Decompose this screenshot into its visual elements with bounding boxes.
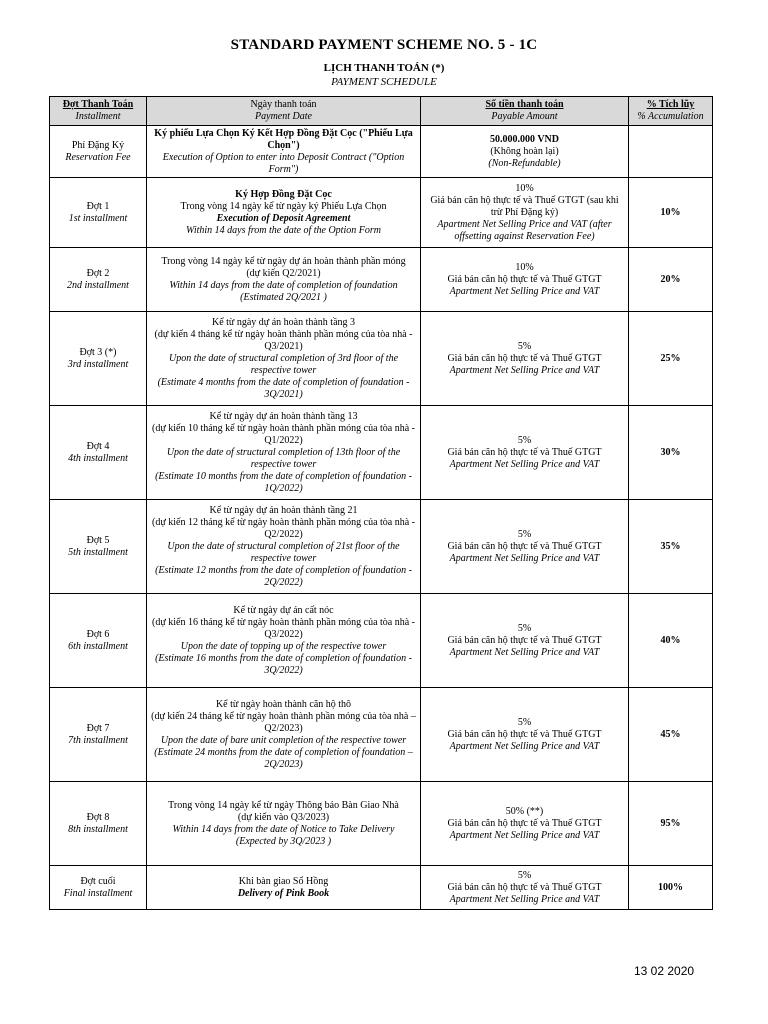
accumulation-cell: 100% — [629, 866, 713, 910]
installment-cell: Phí Đặng Ký Reservation Fee — [50, 126, 147, 178]
table-row — [50, 866, 713, 910]
table-row — [50, 782, 713, 866]
table-row — [50, 126, 713, 178]
payment-date-cell: Kể từ ngày dự án hoàn thành tầng 21 (dự kiến 12 tháng kể từ ngày hoàn thành phần móng của tòa nhà - Q2/2022) Upon the date of structural completion of 21st floor of the respective tower (Estimate 12 months from the date of completion of foundation - 2Q/2022) — [147, 500, 421, 594]
installment-cell: Đợt 6 6th installment — [50, 594, 147, 688]
amount-cell: 5% Giá bán căn hộ thực tế và Thuế GTGT Apartment Net Selling Price and VAT — [421, 406, 629, 500]
amount-cell: 10% Giá bán căn hộ thực tế và Thuế GTGT Apartment Net Selling Price and VAT — [421, 248, 629, 312]
amount-cell: 10% Giá bán căn hộ thực tế và Thuế GTGT (sau khi trừ Phí Đặng ký) Apartment Net Selling Price and VAT (after offsetting against Reservation Fee) — [421, 178, 629, 248]
amount-cell: 50% (**) Giá bán căn hộ thực tế và Thuế GTGT Apartment Net Selling Price and VAT — [421, 782, 629, 866]
accumulation-cell: 95% — [629, 782, 713, 866]
installment-cell: Đợt 3 (*) 3rd installment — [50, 312, 147, 406]
table-row — [50, 178, 713, 248]
amount-cell: 5% Giá bán căn hộ thực tế và Thuế GTGT Apartment Net Selling Price and VAT — [421, 688, 629, 782]
payment-date-cell: Ký Hợp Đồng Đặt Cọc Trong vòng 14 ngày kể từ ngày ký Phiếu Lựa Chọn Execution of Deposit Agreement Within 14 days from the date of the Option Form — [147, 178, 421, 248]
accumulation-cell: 25% — [629, 312, 713, 406]
payment-date-cell: Kể từ ngày dự án hoàn thành tầng 3 (dự kiến 4 tháng kể từ ngày hoàn thành phần móng của tòa nhà - Q3/2021) Upon the date of structural completion of 3rd floor of the respective tower (Estimate 4 months from the date of completion of foundation - 3Q/2021) — [147, 312, 421, 406]
installment-cell: Đợt 4 4th installment — [50, 406, 147, 500]
payment-date-cell: Trong vòng 14 ngày kể từ ngày Thông báo Bàn Giao Nhà (dự kiến vào Q3/2023) Within 14 days from the date of Notice to Take Delivery (Expected by 3Q/2023 ) — [147, 782, 421, 866]
table-row — [50, 312, 713, 406]
amount-cell: 5% Giá bán căn hộ thực tế và Thuế GTGT Apartment Net Selling Price and VAT — [421, 312, 629, 406]
table-row — [50, 406, 713, 500]
table-row — [50, 688, 713, 782]
amount-cell: 5% Giá bán căn hộ thực tế và Thuế GTGT Apartment Net Selling Price and VAT — [421, 594, 629, 688]
accumulation-cell — [629, 126, 713, 178]
installment-cell: Đợt 1 1st installment — [50, 178, 147, 248]
payment-schedule-table — [49, 96, 713, 910]
header-payment-date: Ngày thanh toán Payment Date — [147, 97, 421, 126]
installment-cell: Đợt 8 8th installment — [50, 782, 147, 866]
header-accumulation: % Tích lũy % Accumulation — [629, 97, 713, 126]
payment-date-cell: Trong vòng 14 ngày kể từ ngày dự án hoàn thành phần móng (dự kiến Q2/2021) Within 14 days from the date of completion of foundation (Estimated 2Q/2021 ) — [147, 248, 421, 312]
accumulation-cell: 20% — [629, 248, 713, 312]
document-title: STANDARD PAYMENT SCHEME NO. 5 - 1C — [230, 37, 538, 53]
installment-cell: Đợt 7 7th installment — [50, 688, 147, 782]
footer-date: 13 02 2020 — [634, 964, 695, 978]
table-header-row — [50, 97, 713, 126]
accumulation-cell: 45% — [629, 688, 713, 782]
payment-date-cell: Kể từ ngày hoàn thành căn hộ thô (dự kiến 24 tháng kể từ ngày hoàn thành phần móng của tòa nhà – Q2/2023) Upon the date of bare unit completion of the respective tower (Estimate 24 months from the date of completion of foundation – 2Q/2023) — [147, 688, 421, 782]
schedule-subtitle-vn: LỊCH THANH TOÁN (*) — [323, 62, 445, 74]
installment-cell: Đợt 5 5th installment — [50, 500, 147, 594]
header-payable-amount: Số tiền thanh toán Payable Amount — [421, 97, 629, 126]
amount-cell: 5% Giá bán căn hộ thực tế và Thuế GTGT Apartment Net Selling Price and VAT — [421, 500, 629, 594]
accumulation-cell: 35% — [629, 500, 713, 594]
table-row — [50, 500, 713, 594]
payment-date-cell: Kể từ ngày dự án hoàn thành tầng 13 (dự kiến 10 tháng kể từ ngày hoàn thành phần móng của tòa nhà - Q1/2022) Upon the date of structural completion of 13th floor of the respective tower (Estimate 10 months from the date of completion of foundation - 1Q/2022) — [147, 406, 421, 500]
payment-date-cell: Khi bàn giao Sổ Hồng Delivery of Pink Book — [147, 866, 421, 910]
accumulation-cell: 40% — [629, 594, 713, 688]
installment-cell: Đợt cuối Final installment — [50, 866, 147, 910]
payment-date-cell: Ký phiếu Lựa Chọn Ký Kết Hợp Đồng Đặt Cọc ("Phiếu Lựa Chọn") Execution of Option to enter into Deposit Contract ("Option Form") — [147, 126, 421, 178]
table-row — [50, 248, 713, 312]
header-installment: Đợt Thanh Toán Installment — [50, 97, 147, 126]
amount-cell: 5% Giá bán căn hộ thực tế và Thuế GTGT Apartment Net Selling Price and VAT — [421, 866, 629, 910]
accumulation-cell: 30% — [629, 406, 713, 500]
schedule-subtitle-en: PAYMENT SCHEDULE — [331, 76, 437, 88]
installment-cell: Đợt 2 2nd installment — [50, 248, 147, 312]
accumulation-cell: 10% — [629, 178, 713, 248]
payment-date-cell: Kể từ ngày dự án cất nóc (dự kiến 16 tháng kể từ ngày hoàn thành phần móng của tòa nhà - Q3/2022) Upon the date of topping up of the respective tower (Estimate 16 months from the date of completion of foundation - 3Q/2022) — [147, 594, 421, 688]
amount-cell: 50.000.000 VND (Không hoàn lại) (Non-Refundable) — [421, 126, 629, 178]
table-row — [50, 594, 713, 688]
